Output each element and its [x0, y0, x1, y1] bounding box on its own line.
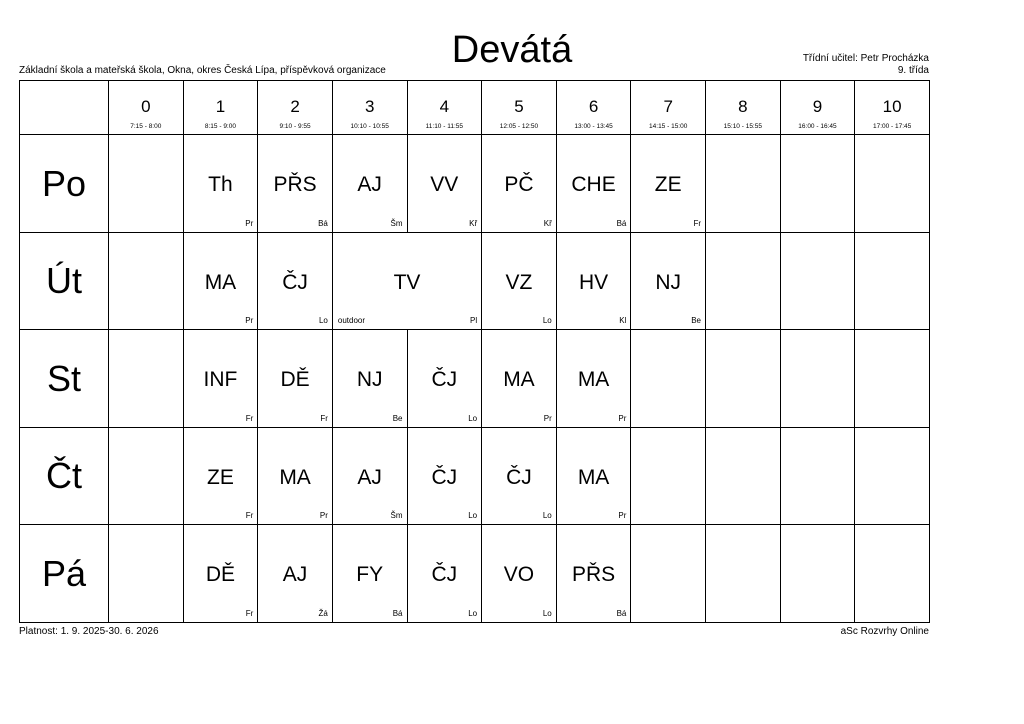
lesson-cell[interactable] [482, 330, 557, 428]
lesson-subject: PŘS [571, 563, 616, 587]
period-time: 9:10 - 9:55 [279, 123, 311, 131]
lesson-teacher: Bá [616, 218, 627, 228]
period-time: 16:00 - 16:45 [798, 123, 837, 131]
period-time: 15:10 - 15:55 [723, 123, 762, 131]
lesson-subject: AJ [357, 173, 382, 197]
lesson-subject: NJ [655, 270, 682, 294]
period-number: 0 [141, 97, 151, 116]
period-number: 9 [812, 97, 823, 116]
period-number: 5 [514, 97, 524, 116]
lesson-teacher: Pr [618, 413, 627, 423]
day-label: St [20, 330, 109, 428]
lesson-cell[interactable] [332, 135, 407, 233]
lesson-teacher: Bá [318, 218, 328, 228]
lesson-cell[interactable] [407, 525, 482, 623]
credit-note: aSc Rozvrhy Online [840, 626, 929, 637]
lesson-subject: DĚ [205, 563, 236, 587]
lesson-group: outdoor [337, 316, 366, 326]
lesson-teacher: Pl [470, 316, 478, 326]
lesson-cell[interactable] [183, 525, 258, 623]
lesson-cell[interactable] [482, 135, 557, 233]
lesson-cell[interactable] [258, 330, 333, 428]
period-time: 14:15 - 15:00 [649, 123, 688, 131]
lesson-cell[interactable] [482, 232, 557, 330]
lesson-cell-empty [855, 525, 930, 623]
validity-note: Platnost: 1. 9. 2025-30. 6. 2026 [19, 626, 159, 637]
lesson-teacher: Lo [542, 511, 552, 521]
lesson-cell-empty [780, 135, 855, 233]
day-label: Čt [20, 427, 109, 525]
lesson-cell-empty [780, 525, 855, 623]
period-time: 13:00 - 13:45 [574, 123, 613, 131]
class-name: 9. třída [897, 65, 929, 76]
lesson-cell-empty [109, 232, 184, 330]
period-time: 8:15 - 9:00 [204, 123, 236, 131]
lesson-teacher: Pr [245, 218, 254, 228]
period-header [780, 81, 855, 135]
school-name: Základní škola a mateřská škola, Okna, okres Česká Lípa, příspěvková organizace [19, 65, 386, 76]
lesson-teacher: Fr [245, 609, 254, 618]
period-header [109, 81, 184, 135]
lesson-cell[interactable] [482, 427, 557, 525]
lesson-cell-empty [631, 330, 706, 428]
lesson-cell[interactable] [407, 427, 482, 525]
lesson-subject: VV [430, 173, 459, 197]
period-number: 10 [882, 97, 902, 116]
lesson-teacher: Pr [543, 413, 552, 423]
lesson-cell[interactable] [407, 135, 482, 233]
day-row-ct [20, 427, 930, 525]
lesson-cell-empty [855, 427, 930, 525]
lesson-cell-empty [631, 525, 706, 623]
day-row-st [20, 330, 930, 428]
period-number: 8 [738, 97, 748, 116]
lesson-subject: FY [356, 563, 384, 587]
lesson-cell-empty [631, 427, 706, 525]
lesson-teacher: Šm [390, 511, 403, 521]
lesson-subject: AJ [282, 563, 308, 587]
lesson-cell-empty [855, 330, 930, 428]
lesson-cell-empty [706, 330, 781, 428]
class-info [803, 53, 929, 77]
lesson-teacher: Žá [318, 609, 328, 618]
lesson-subject: MA [204, 270, 237, 294]
lesson-cell[interactable] [332, 525, 407, 623]
lesson-subject: MA [577, 368, 610, 392]
lesson-subject: ČJ [431, 465, 458, 489]
lesson-teacher: Bá [616, 609, 627, 618]
lesson-subject: ČJ [431, 563, 458, 587]
period-number: 1 [215, 97, 226, 116]
lesson-teacher: Pr [245, 316, 254, 326]
lesson-teacher: Fr [245, 511, 254, 521]
lesson-cell[interactable] [556, 330, 631, 428]
timetable [19, 80, 930, 623]
period-header [482, 81, 557, 135]
lesson-subject: HV [578, 270, 609, 294]
lesson-cell[interactable] [183, 330, 258, 428]
lesson-teacher: Bá [392, 609, 403, 618]
lesson-subject: ČJ [506, 465, 532, 489]
lesson-teacher: Kř [543, 218, 552, 228]
period-time: 17:00 - 17:45 [872, 123, 912, 131]
class-teacher: Třídní učitel: Petr Procházka [802, 53, 929, 64]
lesson-teacher: Pr [618, 511, 627, 521]
lesson-cell[interactable] [332, 330, 407, 428]
lesson-cell-empty [109, 525, 184, 623]
lesson-teacher: Lo [468, 413, 478, 423]
period-time: 11:10 - 11:55 [425, 123, 463, 131]
lesson-teacher: Lo [468, 609, 478, 618]
lesson-subject: PČ [504, 173, 534, 197]
corner-cell [20, 81, 109, 135]
lesson-subject: MA [577, 465, 610, 489]
lesson-cell[interactable] [556, 427, 631, 525]
lesson-cell[interactable] [183, 135, 258, 233]
lesson-cell-empty [706, 135, 781, 233]
day-row-po [20, 135, 930, 233]
lesson-subject: PŘS [273, 173, 317, 197]
lesson-teacher: Pr [319, 511, 328, 521]
lesson-cell[interactable] [556, 525, 631, 623]
lesson-cell[interactable] [258, 525, 333, 623]
lesson-subject: AJ [357, 465, 382, 489]
period-time: 12:05 - 12:50 [499, 123, 539, 131]
day-label: Út [20, 232, 109, 330]
lesson-subject: DĚ [280, 368, 310, 392]
lesson-cell[interactable] [631, 135, 706, 233]
lesson-subject: ČJ [282, 270, 308, 294]
lesson-subject: CHE [571, 173, 616, 197]
lesson-cell-double[interactable] [332, 232, 481, 330]
lesson-cell-empty [706, 232, 781, 330]
lesson-subject: ČJ [431, 368, 458, 392]
lesson-cell[interactable] [258, 135, 333, 233]
lesson-cell-empty [780, 427, 855, 525]
period-header [183, 81, 258, 135]
lesson-cell[interactable] [407, 330, 482, 428]
period-header [258, 81, 333, 135]
lesson-teacher: Be [392, 413, 403, 423]
lesson-subject: INF [203, 368, 238, 392]
period-header [407, 81, 482, 135]
lesson-cell[interactable] [332, 427, 407, 525]
period-number: 6 [588, 97, 599, 116]
lesson-subject: TV [393, 270, 421, 294]
period-header [556, 81, 631, 135]
period-header [855, 81, 930, 135]
lesson-teacher: Lo [542, 316, 552, 326]
lesson-teacher: Lo [468, 511, 478, 521]
lesson-cell[interactable] [258, 427, 333, 525]
lesson-cell[interactable] [183, 427, 258, 525]
lesson-cell-empty [109, 330, 184, 428]
period-number: 3 [364, 97, 375, 116]
period-time: 7:15 - 8:00 [130, 123, 162, 131]
period-header-row [20, 81, 930, 135]
day-label: Pá [20, 525, 109, 623]
lesson-subject: VO [503, 563, 535, 587]
day-row-pa [20, 525, 930, 623]
lesson-cell[interactable] [556, 232, 631, 330]
lesson-cell-empty [109, 135, 184, 233]
lesson-cell-empty [780, 330, 855, 428]
lesson-teacher: Be [691, 316, 701, 326]
lesson-teacher: Lo [542, 609, 552, 618]
period-number: 4 [439, 97, 450, 116]
period-number: 2 [290, 97, 300, 116]
lesson-cell-empty [855, 135, 930, 233]
lesson-subject: ZE [207, 465, 234, 489]
lesson-teacher: Kř [469, 218, 478, 228]
lesson-cell-empty [706, 427, 781, 525]
lesson-subject: VZ [505, 270, 533, 294]
lesson-cell[interactable] [258, 232, 333, 330]
lesson-cell[interactable] [556, 135, 631, 233]
lesson-cell-empty [855, 232, 930, 330]
lesson-subject: MA [279, 465, 311, 489]
lesson-cell[interactable] [183, 232, 258, 330]
lesson-teacher: Kl [619, 316, 627, 326]
lesson-subject: MA [503, 368, 535, 392]
lesson-cell-empty [109, 427, 184, 525]
period-header [631, 81, 706, 135]
lesson-teacher: Fr [245, 413, 254, 423]
period-header [332, 81, 407, 135]
lesson-teacher: Šm [390, 218, 403, 228]
day-label: Po [20, 135, 109, 233]
lesson-teacher: Fr [320, 413, 328, 423]
lesson-teacher: Lo [318, 316, 328, 326]
lesson-cell[interactable] [482, 525, 557, 623]
day-row-ut [20, 232, 930, 330]
lesson-cell[interactable] [631, 232, 706, 330]
lesson-subject: ZE [654, 173, 682, 197]
period-header [706, 81, 781, 135]
period-time: 10:10 - 10:55 [350, 123, 389, 131]
lesson-cell-empty [780, 232, 855, 330]
lesson-teacher: Fr [693, 218, 701, 228]
period-number: 7 [663, 97, 673, 116]
page-title: Devátá [451, 29, 573, 71]
lesson-subject: NJ [356, 368, 383, 392]
lesson-cell-empty [706, 525, 781, 623]
lesson-subject: Th [208, 173, 233, 197]
